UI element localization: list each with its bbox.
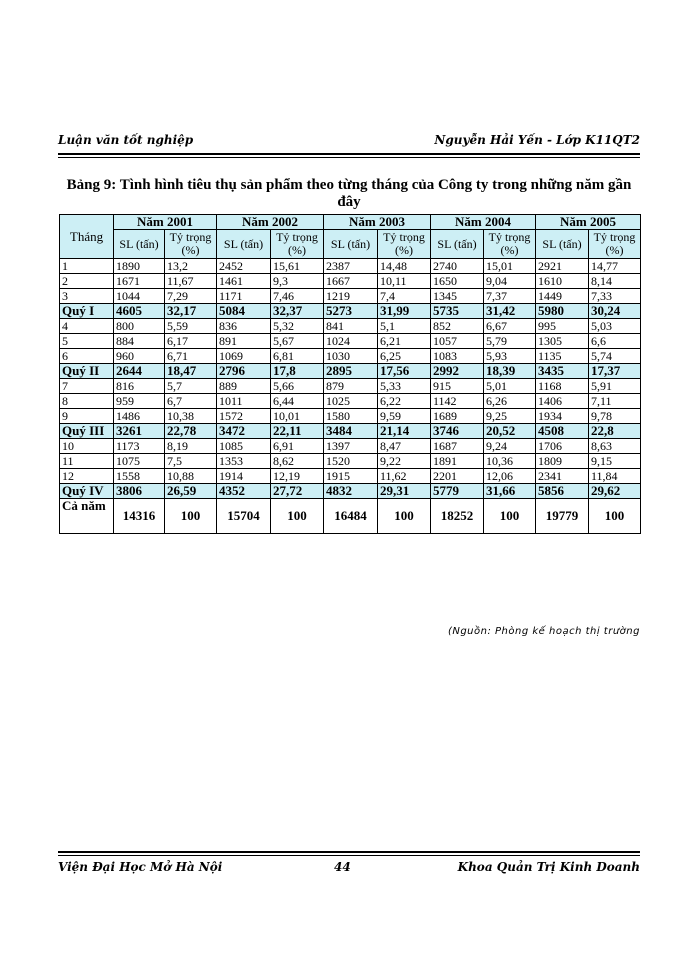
ty-trong-cell: 21,14 bbox=[378, 424, 431, 439]
ty-trong-cell: 30,24 bbox=[589, 304, 641, 319]
month-row bbox=[60, 439, 641, 454]
ty-trong-cell: 5,33 bbox=[378, 379, 431, 394]
year-header-row bbox=[60, 215, 641, 230]
sl-cell: 1219 bbox=[324, 289, 378, 304]
ty-trong-header: Tỷ trọng (%) bbox=[484, 230, 536, 259]
ty-trong-cell: 17,8 bbox=[271, 364, 324, 379]
ty-trong-cell: 9,04 bbox=[484, 274, 536, 289]
sl-cell: 5084 bbox=[217, 304, 271, 319]
footer-rule-thin bbox=[58, 855, 640, 856]
sl-cell: 959 bbox=[114, 394, 165, 409]
sl-cell: 4508 bbox=[536, 424, 589, 439]
ty-trong-cell: 11,84 bbox=[589, 469, 641, 484]
ty-trong-cell: 6,67 bbox=[484, 319, 536, 334]
ty-trong-cell: 22,78 bbox=[165, 424, 217, 439]
row-label: 3 bbox=[60, 289, 114, 304]
sl-cell: 841 bbox=[324, 319, 378, 334]
row-label: 9 bbox=[60, 409, 114, 424]
sl-cell: 2992 bbox=[431, 364, 484, 379]
sl-cell: 884 bbox=[114, 334, 165, 349]
ty-trong-cell: 100 bbox=[589, 499, 641, 534]
month-row bbox=[60, 289, 641, 304]
ty-trong-cell: 5,7 bbox=[165, 379, 217, 394]
ty-trong-cell: 27,72 bbox=[271, 484, 324, 499]
ty-trong-cell: 18,47 bbox=[165, 364, 217, 379]
sl-cell: 16484 bbox=[324, 499, 378, 534]
sl-cell: 3484 bbox=[324, 424, 378, 439]
sl-cell: 1057 bbox=[431, 334, 484, 349]
year-header: Năm 2003 bbox=[324, 215, 431, 230]
sl-cell: 19779 bbox=[536, 499, 589, 534]
ty-trong-cell: 8,62 bbox=[271, 454, 324, 469]
table-caption: Bảng 9: Tình hình tiêu thụ sản phẩm theo từng tháng của Công ty trong những năm gần đây bbox=[66, 177, 632, 210]
year-header: Năm 2001 bbox=[114, 215, 217, 230]
sl-cell: 1044 bbox=[114, 289, 165, 304]
ty-trong-cell: 9,24 bbox=[484, 439, 536, 454]
ty-trong-header: Tỷ trọng (%) bbox=[589, 230, 641, 259]
ty-trong-cell: 8,47 bbox=[378, 439, 431, 454]
row-label: 2 bbox=[60, 274, 114, 289]
sl-cell: 4605 bbox=[114, 304, 165, 319]
sl-cell: 1558 bbox=[114, 469, 165, 484]
sl-cell: 18252 bbox=[431, 499, 484, 534]
sl-header: SL (tấn) bbox=[431, 230, 484, 259]
sl-cell: 879 bbox=[324, 379, 378, 394]
row-label: Quý III bbox=[60, 424, 114, 439]
sl-cell: 995 bbox=[536, 319, 589, 334]
row-label: 5 bbox=[60, 334, 114, 349]
ty-trong-cell: 18,39 bbox=[484, 364, 536, 379]
page-footer bbox=[58, 860, 640, 878]
year-header: Năm 2005 bbox=[536, 215, 641, 230]
sl-cell: 891 bbox=[217, 334, 271, 349]
ty-trong-cell: 29,31 bbox=[378, 484, 431, 499]
row-label: 11 bbox=[60, 454, 114, 469]
sl-cell: 1650 bbox=[431, 274, 484, 289]
sl-cell: 1171 bbox=[217, 289, 271, 304]
row-label: 12 bbox=[60, 469, 114, 484]
sl-header: SL (tấn) bbox=[114, 230, 165, 259]
ty-trong-cell: 10,36 bbox=[484, 454, 536, 469]
sl-cell: 1075 bbox=[114, 454, 165, 469]
ty-trong-cell: 5,67 bbox=[271, 334, 324, 349]
ty-trong-cell: 8,63 bbox=[589, 439, 641, 454]
sl-cell: 2895 bbox=[324, 364, 378, 379]
ty-trong-cell: 5,91 bbox=[589, 379, 641, 394]
ty-trong-cell: 11,62 bbox=[378, 469, 431, 484]
month-row bbox=[60, 274, 641, 289]
ty-trong-cell: 100 bbox=[484, 499, 536, 534]
header-author: Nguyễn Hải Yến - Lớp K11QT2 bbox=[434, 133, 640, 147]
ty-trong-cell: 5,32 bbox=[271, 319, 324, 334]
year-header: Năm 2004 bbox=[431, 215, 536, 230]
ty-trong-cell: 10,01 bbox=[271, 409, 324, 424]
sl-cell: 4832 bbox=[324, 484, 378, 499]
sl-cell: 1667 bbox=[324, 274, 378, 289]
quarter-row bbox=[60, 364, 641, 379]
ty-trong-header: Tỷ trọng (%) bbox=[378, 230, 431, 259]
sl-cell: 1610 bbox=[536, 274, 589, 289]
row-label: 6 bbox=[60, 349, 114, 364]
ty-trong-cell: 13,2 bbox=[165, 259, 217, 274]
sl-cell: 836 bbox=[217, 319, 271, 334]
ty-trong-cell: 9,78 bbox=[589, 409, 641, 424]
sl-cell: 1173 bbox=[114, 439, 165, 454]
sl-cell: 1689 bbox=[431, 409, 484, 424]
ty-trong-cell: 5,1 bbox=[378, 319, 431, 334]
sl-cell: 1069 bbox=[217, 349, 271, 364]
ty-trong-header: Tỷ trọng (%) bbox=[165, 230, 217, 259]
month-row bbox=[60, 379, 641, 394]
ty-trong-cell: 12,06 bbox=[484, 469, 536, 484]
sl-cell: 14316 bbox=[114, 499, 165, 534]
sl-cell: 1397 bbox=[324, 439, 378, 454]
ty-trong-cell: 7,5 bbox=[165, 454, 217, 469]
month-row bbox=[60, 319, 641, 334]
ty-trong-cell: 7,33 bbox=[589, 289, 641, 304]
sl-cell: 3806 bbox=[114, 484, 165, 499]
ty-trong-cell: 20,52 bbox=[484, 424, 536, 439]
sl-cell: 1142 bbox=[431, 394, 484, 409]
ty-trong-cell: 29,62 bbox=[589, 484, 641, 499]
sl-cell: 5856 bbox=[536, 484, 589, 499]
sl-header: SL (tấn) bbox=[217, 230, 271, 259]
sl-cell: 2921 bbox=[536, 259, 589, 274]
month-row bbox=[60, 409, 641, 424]
sl-cell: 3435 bbox=[536, 364, 589, 379]
month-row bbox=[60, 469, 641, 484]
page-header bbox=[58, 133, 640, 151]
sl-header: SL (tấn) bbox=[536, 230, 589, 259]
ty-trong-cell: 14,48 bbox=[378, 259, 431, 274]
sl-cell: 1353 bbox=[217, 454, 271, 469]
row-label: Quý IV bbox=[60, 484, 114, 499]
ty-trong-cell: 9,25 bbox=[484, 409, 536, 424]
sl-cell: 1011 bbox=[217, 394, 271, 409]
page-number: 44 bbox=[334, 860, 351, 874]
table-head bbox=[60, 215, 641, 259]
ty-trong-cell: 11,67 bbox=[165, 274, 217, 289]
total-row bbox=[60, 499, 641, 534]
row-label: 1 bbox=[60, 259, 114, 274]
ty-trong-cell: 6,6 bbox=[589, 334, 641, 349]
sl-header: SL (tấn) bbox=[324, 230, 378, 259]
ty-trong-cell: 6,25 bbox=[378, 349, 431, 364]
ty-trong-cell: 12,19 bbox=[271, 469, 324, 484]
sl-cell: 852 bbox=[431, 319, 484, 334]
footer-institute: Viện Đại Học Mở Hà Nội bbox=[58, 860, 223, 874]
ty-trong-cell: 6,81 bbox=[271, 349, 324, 364]
quarter-row bbox=[60, 304, 641, 319]
sl-cell: 2387 bbox=[324, 259, 378, 274]
ty-trong-cell: 9,22 bbox=[378, 454, 431, 469]
year-header: Năm 2002 bbox=[217, 215, 324, 230]
sl-cell: 2644 bbox=[114, 364, 165, 379]
quarter-row bbox=[60, 424, 641, 439]
footer-rule bbox=[58, 851, 640, 853]
ty-trong-cell: 32,17 bbox=[165, 304, 217, 319]
sl-cell: 2201 bbox=[431, 469, 484, 484]
sl-cell: 1580 bbox=[324, 409, 378, 424]
sl-cell: 1025 bbox=[324, 394, 378, 409]
ty-trong-cell: 100 bbox=[165, 499, 217, 534]
sl-cell: 1671 bbox=[114, 274, 165, 289]
sl-cell: 1891 bbox=[431, 454, 484, 469]
ty-trong-cell: 15,61 bbox=[271, 259, 324, 274]
sl-cell: 1168 bbox=[536, 379, 589, 394]
sl-cell: 15704 bbox=[217, 499, 271, 534]
sl-cell: 5980 bbox=[536, 304, 589, 319]
ty-trong-cell: 5,93 bbox=[484, 349, 536, 364]
sl-cell: 2740 bbox=[431, 259, 484, 274]
sl-cell: 1305 bbox=[536, 334, 589, 349]
sl-cell: 1915 bbox=[324, 469, 378, 484]
month-row bbox=[60, 394, 641, 409]
sl-cell: 2452 bbox=[217, 259, 271, 274]
row-label: Cả năm bbox=[60, 499, 114, 534]
ty-trong-cell: 5,66 bbox=[271, 379, 324, 394]
sl-cell: 1406 bbox=[536, 394, 589, 409]
ty-trong-cell: 7,11 bbox=[589, 394, 641, 409]
sl-cell: 1486 bbox=[114, 409, 165, 424]
ty-trong-cell: 31,66 bbox=[484, 484, 536, 499]
ty-trong-cell: 7,46 bbox=[271, 289, 324, 304]
sl-cell: 1572 bbox=[217, 409, 271, 424]
sl-cell: 1934 bbox=[536, 409, 589, 424]
ty-trong-cell: 32,37 bbox=[271, 304, 324, 319]
month-row bbox=[60, 454, 641, 469]
sl-cell: 1914 bbox=[217, 469, 271, 484]
ty-trong-cell: 5,59 bbox=[165, 319, 217, 334]
row-label: 4 bbox=[60, 319, 114, 334]
ty-trong-cell: 26,59 bbox=[165, 484, 217, 499]
sl-cell: 1135 bbox=[536, 349, 589, 364]
sl-cell: 800 bbox=[114, 319, 165, 334]
ty-trong-cell: 5,74 bbox=[589, 349, 641, 364]
sl-cell: 1345 bbox=[431, 289, 484, 304]
ty-trong-cell: 7,37 bbox=[484, 289, 536, 304]
month-header: Tháng bbox=[60, 215, 114, 259]
sl-cell: 1706 bbox=[536, 439, 589, 454]
ty-trong-cell: 5,01 bbox=[484, 379, 536, 394]
sl-cell: 1030 bbox=[324, 349, 378, 364]
sl-cell: 1024 bbox=[324, 334, 378, 349]
sl-cell: 2796 bbox=[217, 364, 271, 379]
sl-cell: 1449 bbox=[536, 289, 589, 304]
sl-cell: 1083 bbox=[431, 349, 484, 364]
ty-trong-cell: 31,42 bbox=[484, 304, 536, 319]
ty-trong-cell: 6,91 bbox=[271, 439, 324, 454]
sl-cell: 1809 bbox=[536, 454, 589, 469]
ty-trong-cell: 22,8 bbox=[589, 424, 641, 439]
row-label: Quý I bbox=[60, 304, 114, 319]
source-note: (Nguồn: Phòng kế hoạch thị trường bbox=[447, 626, 640, 637]
ty-trong-cell: 17,56 bbox=[378, 364, 431, 379]
ty-trong-cell: 6,26 bbox=[484, 394, 536, 409]
sl-cell: 1085 bbox=[217, 439, 271, 454]
sl-cell: 915 bbox=[431, 379, 484, 394]
sl-cell: 1687 bbox=[431, 439, 484, 454]
ty-trong-cell: 6,44 bbox=[271, 394, 324, 409]
month-row bbox=[60, 259, 641, 274]
ty-trong-cell: 9,3 bbox=[271, 274, 324, 289]
ty-trong-cell: 5,79 bbox=[484, 334, 536, 349]
row-label: 8 bbox=[60, 394, 114, 409]
ty-trong-cell: 15,01 bbox=[484, 259, 536, 274]
ty-trong-cell: 8,14 bbox=[589, 274, 641, 289]
sl-cell: 816 bbox=[114, 379, 165, 394]
sub-header-row bbox=[60, 230, 641, 259]
sl-cell: 3746 bbox=[431, 424, 484, 439]
ty-trong-cell: 8,19 bbox=[165, 439, 217, 454]
ty-trong-cell: 17,37 bbox=[589, 364, 641, 379]
sl-cell: 2341 bbox=[536, 469, 589, 484]
ty-trong-cell: 100 bbox=[271, 499, 324, 534]
ty-trong-cell: 22,11 bbox=[271, 424, 324, 439]
ty-trong-cell: 6,22 bbox=[378, 394, 431, 409]
ty-trong-cell: 5,03 bbox=[589, 319, 641, 334]
footer-faculty: Khoa Quản Trị Kinh Doanh bbox=[457, 860, 640, 874]
sl-cell: 4352 bbox=[217, 484, 271, 499]
ty-trong-cell: 10,11 bbox=[378, 274, 431, 289]
ty-trong-cell: 100 bbox=[378, 499, 431, 534]
sl-cell: 1520 bbox=[324, 454, 378, 469]
table-body bbox=[60, 259, 641, 534]
month-row bbox=[60, 349, 641, 364]
ty-trong-cell: 6,71 bbox=[165, 349, 217, 364]
ty-trong-cell: 31,99 bbox=[378, 304, 431, 319]
ty-trong-cell: 6,21 bbox=[378, 334, 431, 349]
sl-cell: 1461 bbox=[217, 274, 271, 289]
sales-table bbox=[59, 214, 641, 534]
ty-trong-cell: 6,17 bbox=[165, 334, 217, 349]
ty-trong-cell: 14,77 bbox=[589, 259, 641, 274]
ty-trong-cell: 7,4 bbox=[378, 289, 431, 304]
month-row bbox=[60, 334, 641, 349]
row-label: 10 bbox=[60, 439, 114, 454]
ty-trong-cell: 10,38 bbox=[165, 409, 217, 424]
row-label: Quý II bbox=[60, 364, 114, 379]
sl-cell: 3472 bbox=[217, 424, 271, 439]
sl-cell: 5735 bbox=[431, 304, 484, 319]
header-thesis-label: Luận văn tốt nghiệp bbox=[58, 133, 194, 147]
ty-trong-cell: 10,88 bbox=[165, 469, 217, 484]
sl-cell: 1890 bbox=[114, 259, 165, 274]
sl-cell: 889 bbox=[217, 379, 271, 394]
ty-trong-header: Tỷ trọng (%) bbox=[271, 230, 324, 259]
quarter-row bbox=[60, 484, 641, 499]
header-rule bbox=[58, 153, 640, 155]
ty-trong-cell: 9,59 bbox=[378, 409, 431, 424]
ty-trong-cell: 6,7 bbox=[165, 394, 217, 409]
sl-cell: 3261 bbox=[114, 424, 165, 439]
header-rule-thin bbox=[58, 157, 640, 158]
ty-trong-cell: 9,15 bbox=[589, 454, 641, 469]
row-label: 7 bbox=[60, 379, 114, 394]
sl-cell: 5779 bbox=[431, 484, 484, 499]
ty-trong-cell: 7,29 bbox=[165, 289, 217, 304]
sl-cell: 5273 bbox=[324, 304, 378, 319]
sl-cell: 960 bbox=[114, 349, 165, 364]
